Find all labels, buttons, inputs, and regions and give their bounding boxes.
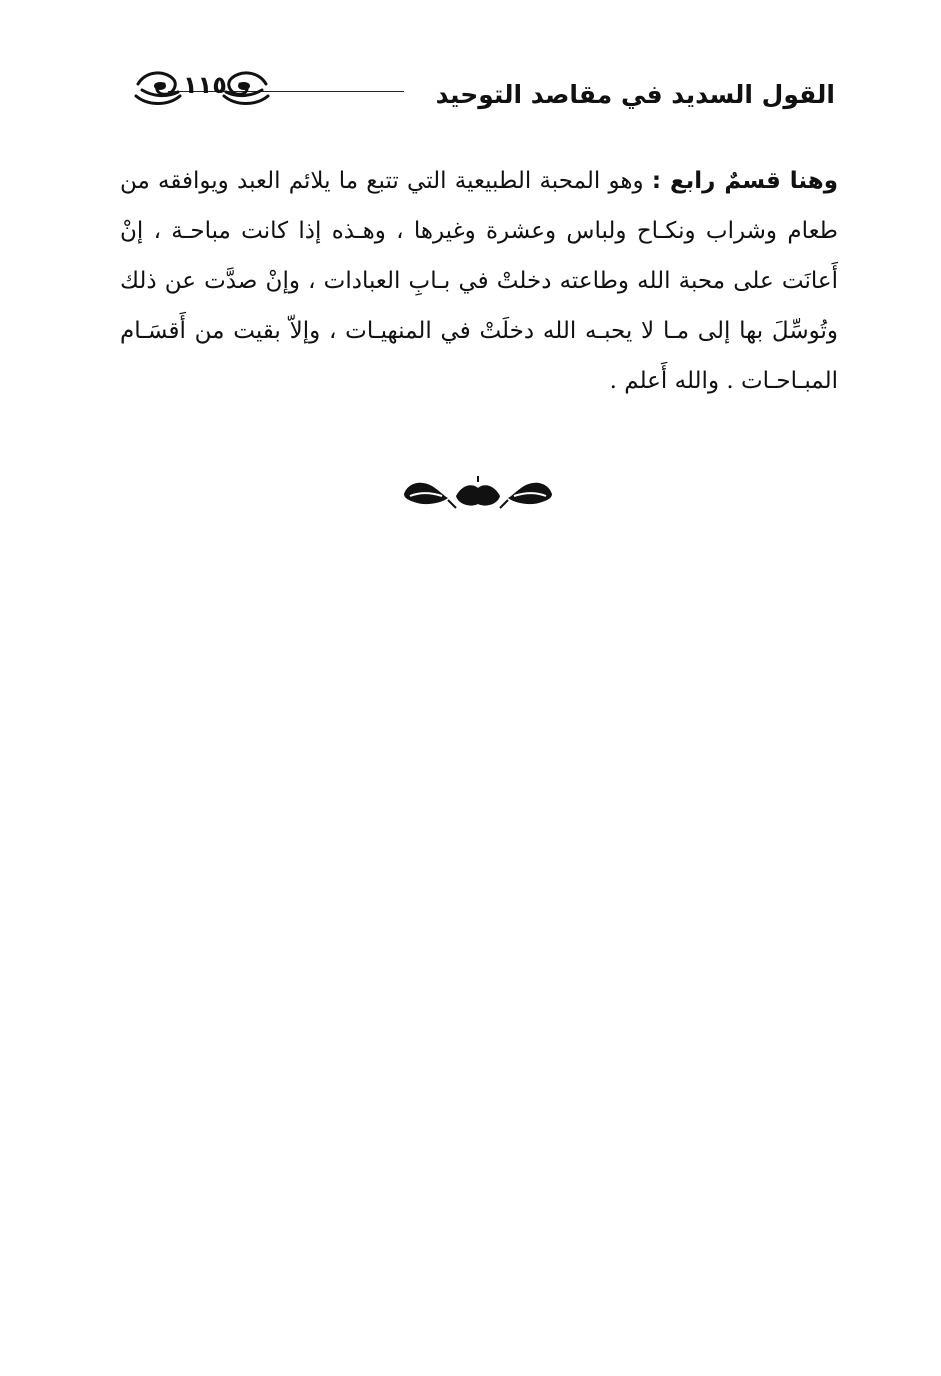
section-heading: وهنا قسمٌ رابع : [651, 168, 839, 194]
body-paragraph [120, 156, 838, 406]
leaf-vine-divider-icon [400, 474, 556, 512]
page-number: ١١٥ [183, 71, 227, 99]
running-book-title: القول السديد في مقاصد التوحيد [435, 80, 835, 109]
paragraph-text: وهو المحبة الطبيعية التي تتبع ما يلائم العبد ويوافقه من طعام وشراب ونكـاح ولباس وعشرة وغيرها ، وهـذه إذا كانت مباحـة ، إنْ أَعانَت على محبة الله وطاعته دخلتْ في بـابِ العبادات ، وإنْ صدَّت عن ذلك وتُوسِّلَ بها إلى مـا لا يحبـه الله دخلَتْ في المنهيـات ، وإلاّ بقيت من أَقسَـام المبـاحـات . والله أَعلم . [120, 168, 838, 394]
